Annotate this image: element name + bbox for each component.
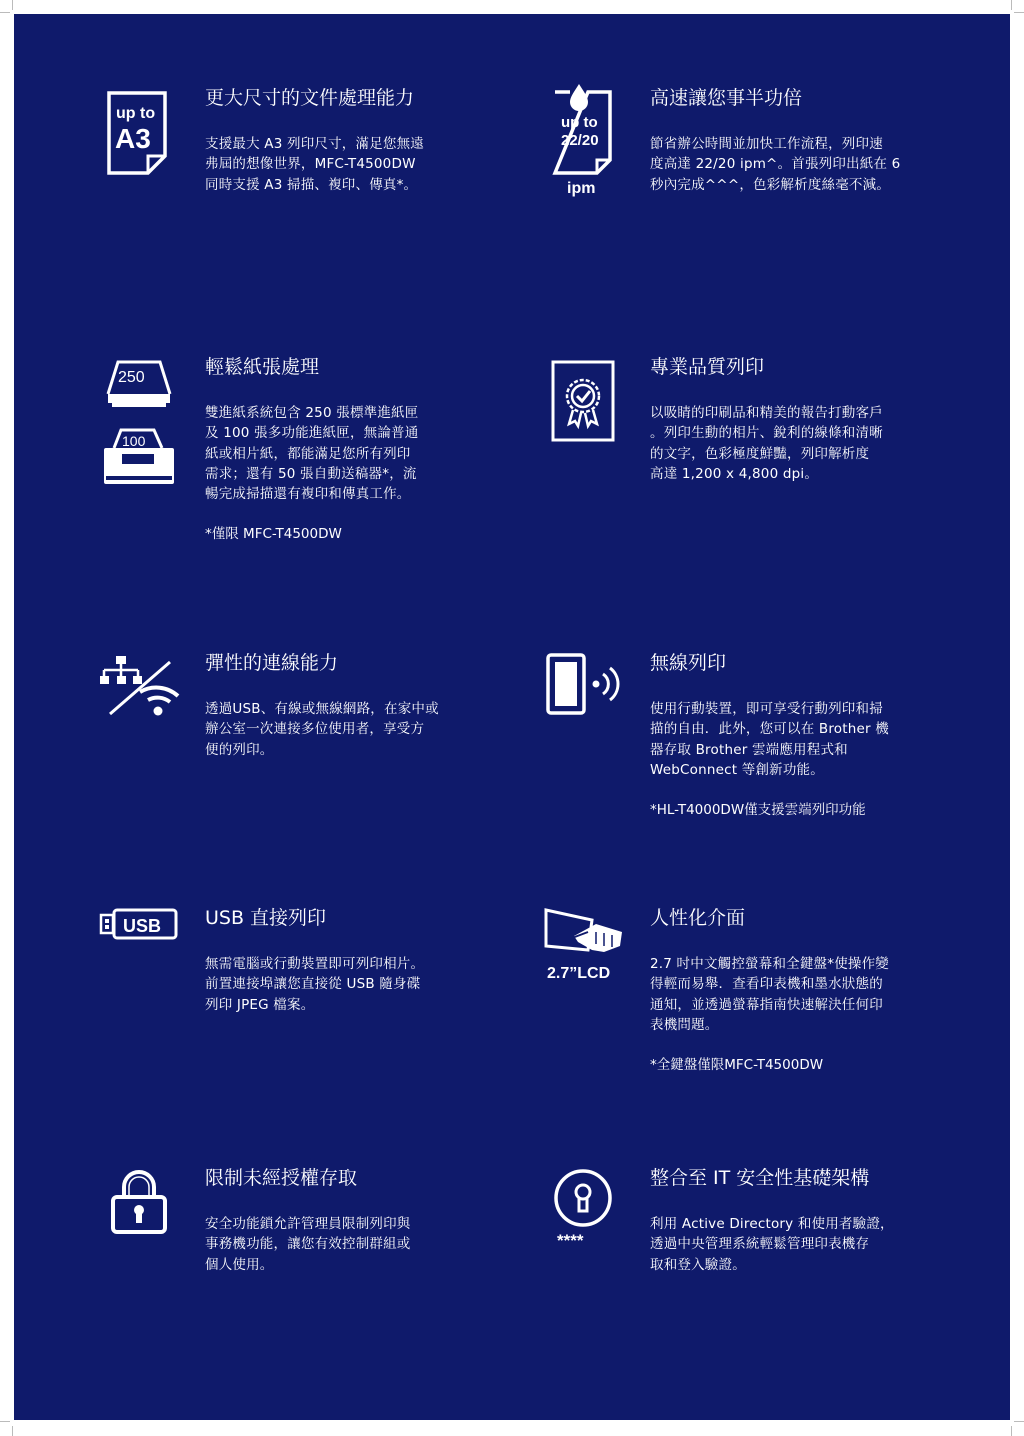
password-icon-label: **** [557,1231,584,1250]
feature-description: 以吸睛的印刷品和精美的報告打動客戶 。列印生動的相片、銳利的線條和清晰 的文字，色彩極度鮮豔，列印解析度 高達 1,200 x 4,800 dpi。 [650,405,883,482]
feature-description: 支援最大 A3 列印尺寸，滿足您無遠 弗屆的想像世界，MFC-T4500DW 同時支援 A3 掃描、複印、傳真*。 [205,136,425,193]
crop-mark [1011,1426,1012,1436]
feature-usb [205,906,535,1015]
ink-drop-ipm-icon [552,82,614,198]
quality-badge-icon [551,360,615,442]
feature-wireless [650,651,980,820]
feature-paper-handling [205,355,535,544]
feature-description: 無需電腦或行動裝置即可列印相片。 前置連接埠讓您直接從 USB 隨身碟 列印 JPEG 檔案。 [205,956,425,1013]
feature-title: 彈性的連線能力 [205,652,339,674]
feature-it-security [650,1166,980,1275]
feature-description: 節省辦公時間並加快工作流程，列印速 度高達 22/20 ipm^。首張列印出紙在 6 秒內完成^^^，色彩解析度絲毫不減。 [650,136,901,193]
tray2-capacity: 100 [122,433,146,449]
crop-mark [1011,0,1012,10]
feature-description: 安全功能鎖允許管理員限制列印與 事務機功能，讓您有效控制群組或 個人使用。 [205,1216,411,1273]
feature-interface [650,906,980,1075]
feature-note: *全鍵盤僅限MFC-T4500DW [650,1057,824,1074]
crop-mark [1014,12,1024,13]
feature-description: 2.7 吋中文觸控螢幕和全鍵盤*使操作變 得輕而易舉．查看印表機和墨水狀態的 通知，並透過螢幕指南快速解決任何印 表機問題。 [650,956,890,1033]
feature-title: 更大尺寸的文件處理能力 [205,87,415,109]
feature-title: 限制未經授權存取 [205,1167,358,1189]
password-lock-icon [552,1168,614,1248]
lcd-icon-label: 2.7”LCD [547,965,611,982]
brochure-page [14,14,1010,1420]
usb-icon-label: USB [123,916,162,936]
crop-mark [12,1426,13,1436]
feature-description: 使用行動裝置，即可享受行動列印和掃 描的自由．此外，您可以在 Brother 機 器存取 Brother 雲端應用程式和 WebConnect 等創新功能。 [650,701,889,778]
feature-description: 透過USB、有線或無線網路，在家中或 辦公室一次連接多位使用者，享受方 便的列印。 [205,701,439,758]
crop-mark [0,12,10,13]
network-wifi-icon [98,654,180,718]
feature-note: *僅限 MFC-T4500DW [205,526,342,543]
crop-mark [12,0,13,10]
feature-description: 利用 Active Directory 和使用者驗證， 透過中央管理系統輕鬆管理印表機存 取和登入驗證。 [650,1216,894,1273]
feature-a3 [205,86,535,195]
crop-mark [1014,1421,1024,1422]
mobile-wireless-icon [545,652,623,718]
feature-quality [650,355,980,484]
feature-description: 雙進紙系統包含 250 張標準進紙匣 及 100 張多功能進紙匣，無論普通 紙或相片紙，都能滿足您所有列印 需求；還有 50 張自動送稿器*，流 暢完成掃描還有複印和傳真工作。 [205,405,419,503]
speed-icon-line1: up to [561,114,598,131]
feature-title: 整合至 IT 安全性基礎架構 [650,1167,870,1189]
a3-icon-line2: A3 [115,123,151,154]
feature-title: 輕鬆紙張處理 [205,356,320,378]
feature-note: *HL-T4000DW僅支援雲端列印功能 [650,802,866,819]
feature-title: 無線列印 [650,652,727,674]
paper-tray-icon [102,358,176,488]
crop-mark [0,1421,10,1422]
feature-access-control [205,1166,535,1275]
feature-title: 專業品質列印 [650,356,765,378]
paper-a3-icon [106,90,168,176]
feature-connectivity [205,651,535,760]
feature-title: 人性化介面 [650,907,746,929]
a3-icon-line1: up to [116,105,156,122]
padlock-icon [110,1169,168,1235]
touchscreen-lcd-icon [544,906,626,984]
speed-icon-line2: 22/20 [561,132,599,149]
tray1-capacity: 250 [118,369,145,386]
usb-stick-icon [99,907,179,941]
feature-title: USB 直接列印 [205,907,327,929]
speed-icon-line3: ipm [567,180,596,197]
feature-speed [650,86,980,195]
feature-title: 高速讓您事半功倍 [650,87,803,109]
